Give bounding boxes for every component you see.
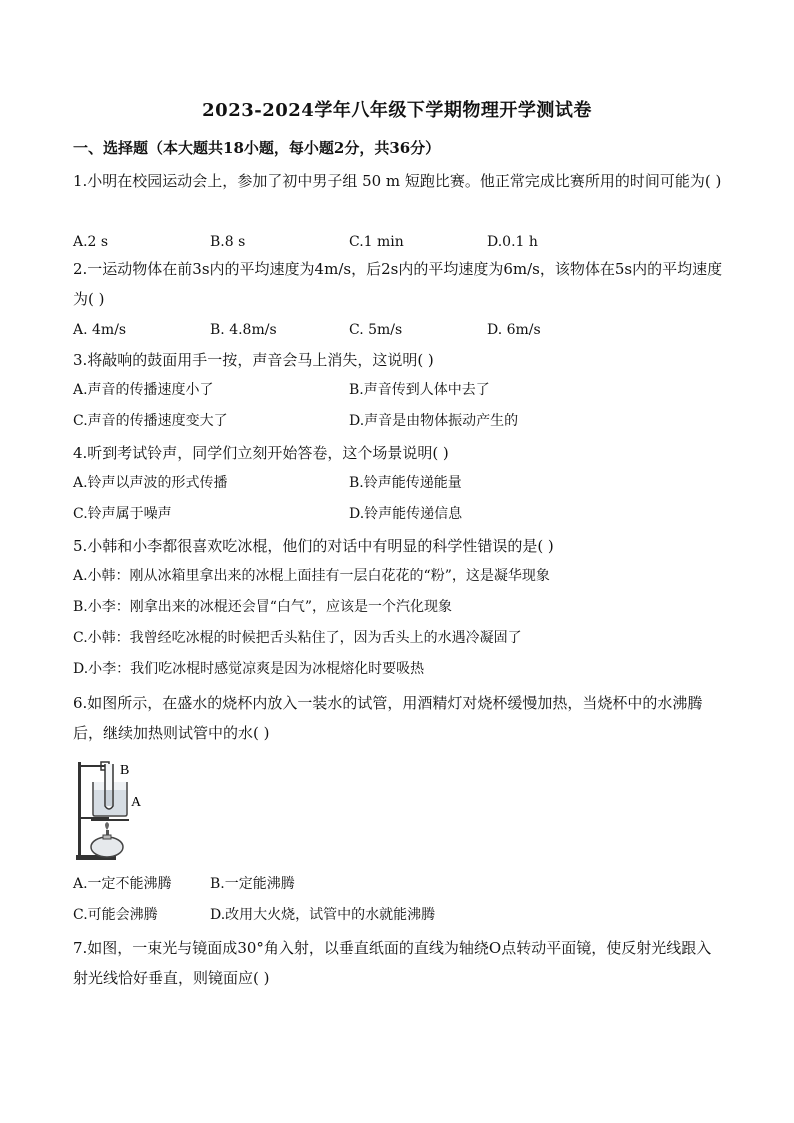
option-d: D.0.1 h — [487, 234, 538, 250]
option-c: C. 5m/s — [349, 322, 403, 338]
question-5-option-d — [73, 655, 733, 683]
option-c: C.小韩：我曾经吃冰棍的时候把舌头粘住了，因为舌头上的水遇冷凝固了 — [73, 630, 522, 646]
option-b: B.8 s — [210, 234, 246, 250]
question-4-stem: 4.听到考试铃声，同学们立刻开始答卷，这个场景说明( ) — [73, 444, 449, 462]
question-3-options-row1 — [73, 376, 733, 404]
section-heading: 一、选择题（本大题共18小题，每小题2分，共36分） — [73, 139, 441, 157]
option-d: D. 6m/s — [487, 322, 541, 338]
option-d: D.声音是由物体振动产生的 — [349, 413, 519, 429]
question-1-stem: 1.小明在校园运动会上，参加了初中男子组 50 m 短跑比赛。他正常完成比赛所用的时间可能为( ) — [73, 172, 722, 190]
option-b: B. 4.8m/s — [210, 322, 277, 338]
alcohol-lamp — [91, 837, 123, 857]
option-a: A.小韩：刚从冰箱里拿出来的冰棍上面挂有一层白花花的“粉”，这是凝华现象 — [73, 568, 550, 584]
option-c: C.声音的传播速度变大了 — [73, 413, 228, 429]
question-3-options-row2 — [73, 407, 733, 435]
option-c: C.1 min — [349, 234, 404, 250]
question-4-options-row2 — [73, 500, 733, 528]
question-6-options-row1 — [73, 870, 733, 898]
question-7-stem: 7.如图，一束光与镜面成30°角入射，以垂直纸面的直线为轴绕O点转动平面镜，使反射光线跟入射光线恰好垂直，则镜面应( ) — [73, 939, 712, 987]
question-4-options-row1 — [73, 469, 733, 497]
option-b: B.铃声能传递能量 — [349, 475, 462, 491]
stand-rod — [78, 762, 81, 857]
beaker-heating-figure — [73, 754, 153, 864]
flame — [105, 822, 109, 830]
question-6-options-row2 — [73, 901, 733, 929]
question-5-stem: 5.小韩和小李都很喜欢吃冰棍，他们的对话中有明显的科学性错误的是( ) — [73, 537, 554, 555]
test-tube-water — [106, 790, 112, 806]
lamp-neck — [103, 835, 111, 839]
label-a: A — [131, 795, 142, 810]
question-5-option-a — [73, 562, 733, 590]
option-d: D.改用大火烧，试管中的水就能沸腾 — [210, 907, 436, 923]
question-3-stem: 3.将敲响的鼓面用手一按，声音会马上消失，这说明( ) — [73, 351, 434, 369]
option-b: B.声音传到人体中去了 — [349, 382, 490, 398]
page-title: 2023-2024学年八年级下学期物理开学测试卷 — [202, 100, 592, 121]
option-b: B.一定能沸腾 — [210, 876, 295, 892]
label-b: B — [120, 763, 130, 778]
option-a: A. 4m/s — [73, 322, 127, 338]
question-5-option-b — [73, 593, 733, 621]
option-b: B.小李：刚拿出来的冰棍还会冒“白气”，应该是一个汽化现象 — [73, 599, 453, 615]
option-d: D.小李：我们吃冰棍时感觉凉爽是因为冰棍熔化时要吸热 — [73, 661, 425, 677]
option-c: C.可能会沸腾 — [73, 907, 158, 923]
question-1-options — [73, 228, 733, 256]
option-d: D.铃声能传递信息 — [349, 506, 463, 522]
question-2-options — [73, 316, 733, 344]
question-2-stem: 2.一运动物体在前3s内的平均速度为4m/s，后2s内的平均速度为6m/s，该物体在5s内的平均速度为( ) — [73, 260, 723, 308]
option-c: C.铃声属于噪声 — [73, 506, 172, 522]
option-a: A.铃声以声波的形式传播 — [73, 475, 228, 491]
option-a: A.声音的传播速度小了 — [73, 382, 214, 398]
option-a: A.2 s — [73, 234, 109, 250]
option-a: A.一定不能沸腾 — [73, 876, 172, 892]
question-5-option-c — [73, 624, 733, 652]
question-6-stem: 6.如图所示，在盛水的烧杯内放入一装水的试管，用酒精灯对烧杯缓慢加热，当烧杯中的水沸腾后，继续加热则试管中的水( ) — [73, 694, 703, 742]
